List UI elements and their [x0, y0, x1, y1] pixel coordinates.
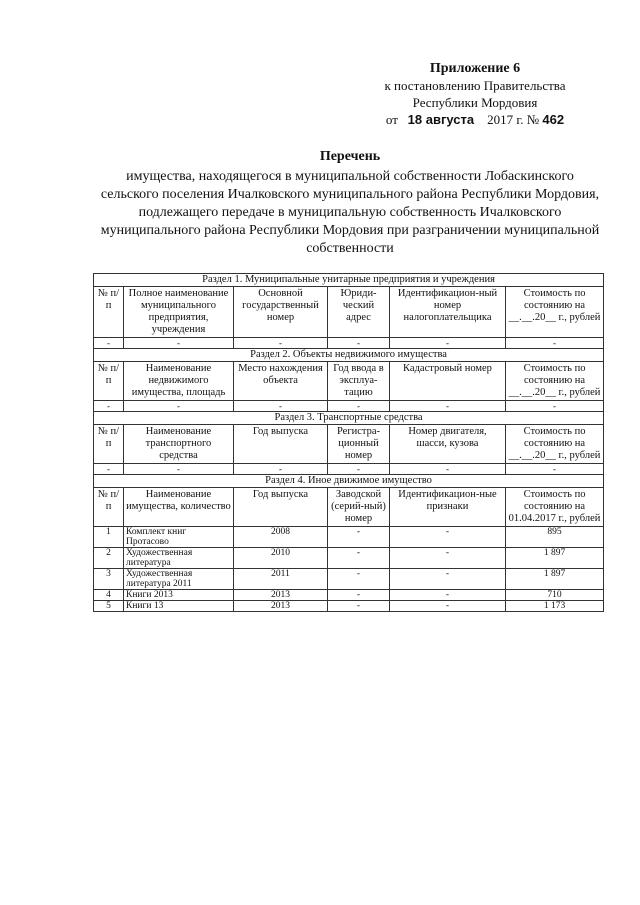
header-cell: Идентификацион-ные признаки	[390, 488, 506, 527]
header-cell: Стоимость по состоянию на __.__.20__ г., рублей	[506, 425, 604, 464]
section-3-header-row	[94, 425, 604, 464]
table-row	[94, 569, 604, 590]
dash-cell: -	[234, 464, 328, 475]
header-cell: Наименование транспортного средства	[124, 425, 234, 464]
dash-cell: -	[390, 338, 506, 349]
header-cell: № п/п	[94, 287, 124, 338]
item-cost: 1 173	[506, 601, 604, 612]
appendix-header	[360, 60, 590, 128]
header-cell: Год ввода в эксплуа-тацию	[328, 362, 390, 401]
item-ident: -	[390, 601, 506, 612]
item-serial: -	[328, 548, 390, 569]
item-cost: 710	[506, 590, 604, 601]
header-cell: Стоимость по состоянию на __.__.20__ г., рублей	[506, 362, 604, 401]
handwritten-number: 462	[542, 112, 565, 127]
header-cell: Стоимость по состоянию на __.__.20__ г., рублей	[506, 287, 604, 338]
item-serial: -	[328, 601, 390, 612]
header-cell: Наименование имущества, количество	[124, 488, 234, 527]
item-name: Книги 2013	[124, 590, 234, 601]
item-year: 2011	[234, 569, 328, 590]
section-4-header-row	[94, 488, 604, 527]
year-label: 2017 г. №	[487, 112, 540, 127]
dash-cell: -	[390, 401, 506, 412]
header-cell: Основной государственный номер	[234, 287, 328, 338]
table-row	[94, 590, 604, 601]
dash-cell: -	[94, 464, 124, 475]
section-1-empty-row	[94, 338, 604, 349]
dash-cell: -	[328, 464, 390, 475]
header-cell: № п/п	[94, 425, 124, 464]
item-serial: -	[328, 590, 390, 601]
row-number: 2	[94, 548, 124, 569]
item-year: 2008	[234, 527, 328, 548]
header-cell: Полное наименование муниципального предприятия, учреждения	[124, 287, 234, 338]
row-number: 5	[94, 601, 124, 612]
item-ident: -	[390, 590, 506, 601]
appendix-title: Приложение 6	[429, 61, 521, 76]
section-3-empty-row	[94, 464, 604, 475]
item-name: Художественная литература	[124, 548, 234, 569]
section-3-title: Раздел 3. Транспортные средства	[94, 412, 604, 425]
header-cell: Идентификацион-ный номер налогоплательщика	[390, 287, 506, 338]
section-1-title: Раздел 1. Муниципальные унитарные предприятия и учреждения	[94, 274, 604, 287]
item-cost: 1 897	[506, 548, 604, 569]
header-cell: Регистра-ционный номер	[328, 425, 390, 464]
row-number: 1	[94, 527, 124, 548]
dash-cell: -	[124, 464, 234, 475]
appendix-line-2: Республики Мордовия	[412, 95, 538, 110]
row-number: 3	[94, 569, 124, 590]
item-name: Книги 13	[124, 601, 234, 612]
header-cell: Заводской (серий-ный) номер	[328, 488, 390, 527]
document-heading	[100, 148, 600, 258]
dash-cell: -	[328, 401, 390, 412]
dash-cell: -	[234, 338, 328, 349]
table-row	[94, 601, 604, 612]
dash-cell: -	[94, 338, 124, 349]
section-2-title: Раздел 2. Объекты недвижимого имущества	[94, 349, 604, 362]
dash-cell: -	[506, 401, 604, 412]
item-cost: 895	[506, 527, 604, 548]
section-1-header-row	[94, 287, 604, 338]
header-cell: Юриди-ческий адрес	[328, 287, 390, 338]
dash-cell: -	[234, 401, 328, 412]
header-cell: № п/п	[94, 362, 124, 401]
dash-cell: -	[94, 401, 124, 412]
header-cell: Кадастровый номер	[390, 362, 506, 401]
item-serial: -	[328, 569, 390, 590]
dash-cell: -	[124, 401, 234, 412]
dash-cell: -	[506, 338, 604, 349]
item-name: Художественная литература 2011	[124, 569, 234, 590]
table-row	[94, 527, 604, 548]
item-serial: -	[328, 527, 390, 548]
from-label: от	[385, 112, 398, 127]
header-cell: Стоимость по состоянию на 01.04.2017 г., рублей	[506, 488, 604, 527]
item-ident: -	[390, 548, 506, 569]
section-2-header-row	[94, 362, 604, 401]
dash-cell: -	[328, 338, 390, 349]
header-cell: Год выпуска	[234, 425, 328, 464]
item-cost: 1 897	[506, 569, 604, 590]
header-cell: Место нахождения объекта	[234, 362, 328, 401]
appendix-date-line	[360, 111, 590, 128]
heading-title: Перечень	[319, 149, 381, 164]
dash-cell: -	[390, 464, 506, 475]
header-cell: № п/п	[94, 488, 124, 527]
heading-body: имущества, находящегося в муниципальной собственности Лобаскинского сельского поселения Ичалковского муниципального района Республики Мордовия, подлежащего передаче в муниципальную собственность Ичалковского муниципального района Республики Мордовия при разграничении муниципальной собственности	[100, 169, 600, 256]
section-4-title: Раздел 4. Иное движимое имущество	[94, 475, 604, 488]
handwritten-date: 18 августа	[407, 112, 475, 127]
dash-cell: -	[124, 338, 234, 349]
item-year: 2013	[234, 601, 328, 612]
item-year: 2013	[234, 590, 328, 601]
header-cell: Наименование недвижимого имущества, площадь	[124, 362, 234, 401]
dash-cell: -	[506, 464, 604, 475]
header-cell: Номер двигателя, шасси, кузова	[390, 425, 506, 464]
item-year: 2010	[234, 548, 328, 569]
section-2-empty-row	[94, 401, 604, 412]
item-name: Комплект книг Протасово	[124, 527, 234, 548]
item-ident: -	[390, 527, 506, 548]
table-row	[94, 548, 604, 569]
row-number: 4	[94, 590, 124, 601]
header-cell: Год выпуска	[234, 488, 328, 527]
item-ident: -	[390, 569, 506, 590]
property-register-table	[93, 273, 604, 612]
appendix-line-1: к постановлению Правительства	[384, 78, 566, 93]
